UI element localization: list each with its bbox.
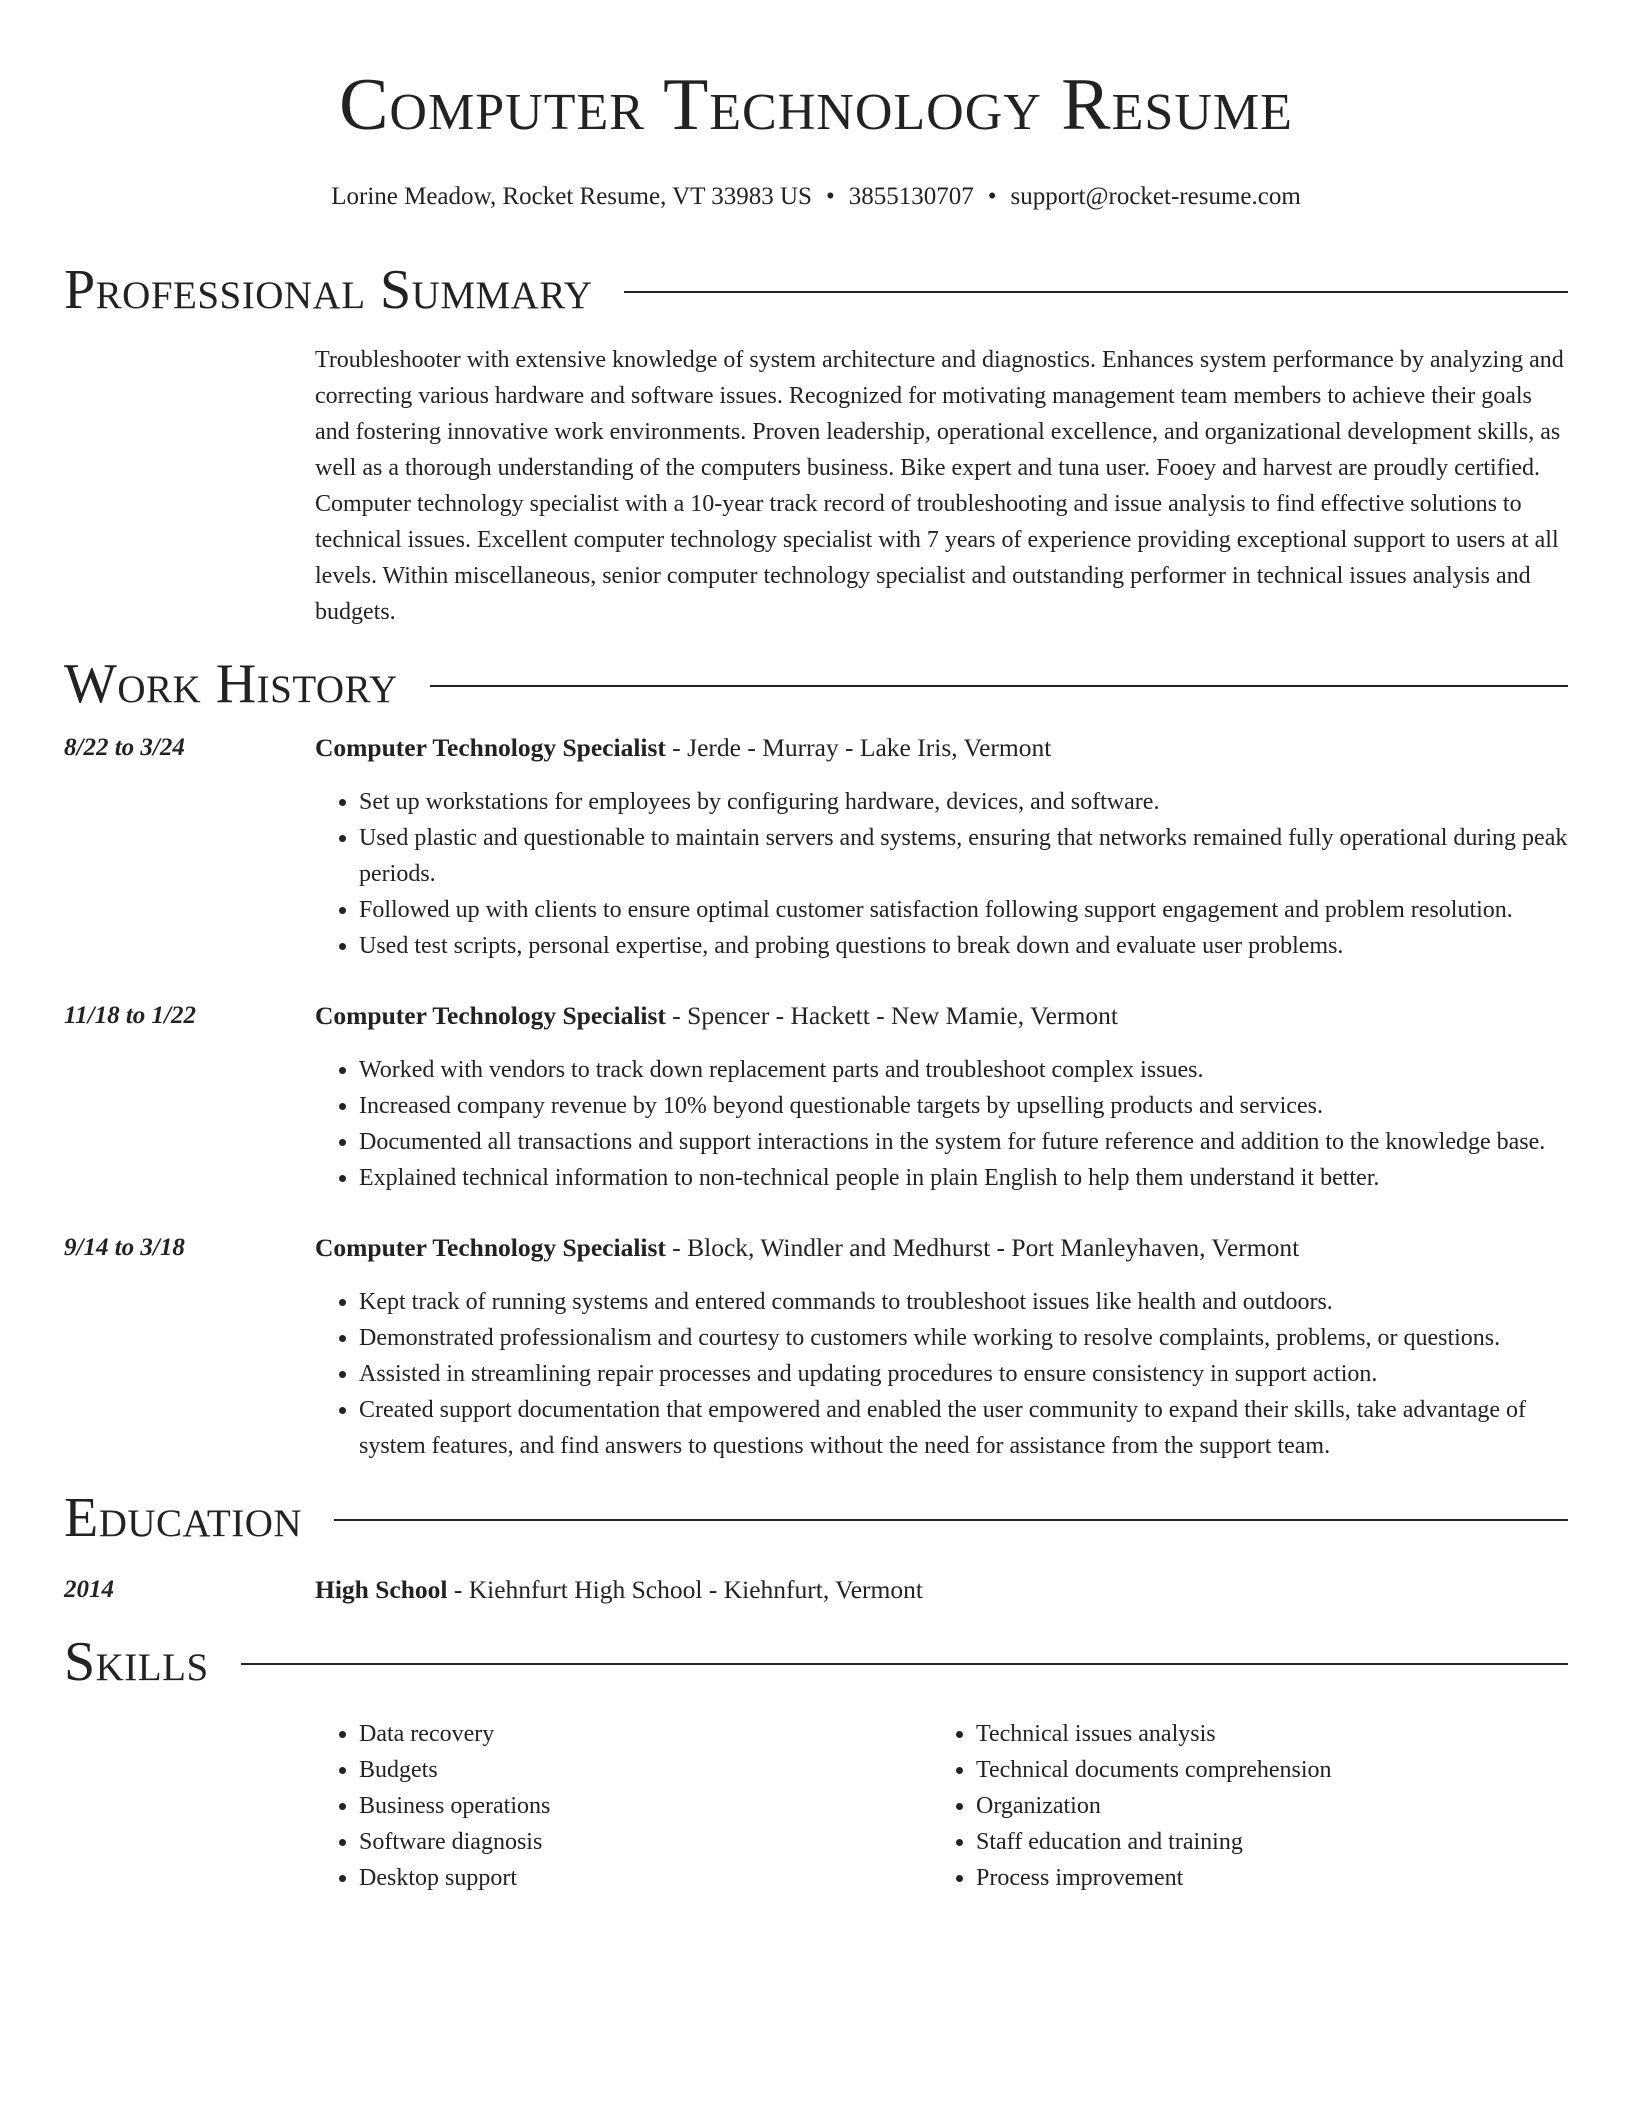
contact-phone: 3855130707 [848, 183, 974, 210]
education-degree: High School [315, 1575, 448, 1604]
job-bullet: • Used plastic and questionable to maintain servers and systems, ensuring that networks remained fully operational during peak periods. [359, 820, 1568, 892]
job-bullet: • Increased company revenue by 10% beyond questionable targets by upselling products and services. [359, 1088, 1568, 1124]
section-divider [241, 1663, 1568, 1665]
skills-column-left [315, 1716, 932, 1896]
contact-separator: • [825, 183, 835, 210]
job-bullet: • Worked with vendors to track down replacement parts and troubleshoot complex issues. [359, 1052, 1568, 1088]
section-divider [334, 1519, 1568, 1521]
skill-item: • Process improvement [976, 1860, 1549, 1896]
summary-section-header [64, 258, 1568, 322]
skills-list [315, 1716, 1568, 1896]
job-bullets [315, 784, 1568, 964]
job-bullet: • Followed up with clients to ensure optimal customer satisfaction following support engagement and problem resolution. [359, 892, 1568, 928]
contact-email: support@rocket-resume.com [1010, 183, 1301, 210]
skills-section-header [64, 1630, 1568, 1694]
job-title: Computer Technology Specialist [315, 1233, 666, 1262]
skill-item: • Organization [976, 1788, 1549, 1824]
job-entry [64, 1230, 1568, 1464]
resume-title: Computer Technology Resume [339, 64, 1293, 146]
section-divider [430, 685, 1568, 687]
job-dates: 8/22 to 3/24 [64, 734, 185, 761]
contact-line [64, 182, 1568, 212]
job-employer-location: - Spencer - Hackett - New Mamie, Vermont [665, 1001, 1118, 1030]
education-school-location: - Kiehnfurt High School - Kiehnfurt, Vermont [447, 1575, 923, 1604]
job-title-line [315, 730, 1568, 766]
job-dates: 9/14 to 3/18 [64, 1234, 185, 1261]
job-title-line [315, 998, 1568, 1034]
summary-text: Troubleshooter with extensive knowledge of system architecture and diagnostics. Enhances system performance by analyzing and correcting various hardware and software issues. Recognized for motivating management team members to achieve their goals and fostering innovative work environments. Proven leadership, operational excellence, and organizational development skills, as well as a thorough understanding of the computers business. Bike expert and tuna user. Fooey and harvest are proudly certified. Computer technology specialist with a 10-year track record of troubleshooting and issue analysis to find effective solutions to technical issues. Excellent computer technology specialist with 7 years of experience providing exceptional support to users at all levels. Within miscellaneous, senior computer technology specialist and outstanding performer in technical issues analysis and budgets. [315, 347, 1564, 625]
job-employer-location: - Block, Windler and Medhurst - Port Manleyhaven, Vermont [665, 1233, 1300, 1262]
skill-item: • Budgets [359, 1752, 932, 1788]
job-bullet: • Explained technical information to non-technical people in plain English to help them understand it better. [359, 1160, 1568, 1196]
contact-separator: • [987, 183, 997, 210]
job-bullet: • Set up workstations for employees by configuring hardware, devices, and software. [359, 784, 1568, 820]
job-bullet: • Assisted in streamlining repair processes and updating procedures to ensure consistency in support action. [359, 1356, 1568, 1392]
job-title-line [315, 1230, 1568, 1266]
education-entry [64, 1572, 1568, 1608]
job-bullet: • Documented all transactions and support interactions in the system for future reference and addition to the knowledge base. [359, 1124, 1568, 1160]
section-divider [624, 291, 1568, 293]
contact-address: Lorine Meadow, Rocket Resume, VT 33983 US [331, 183, 812, 210]
job-bullets [315, 1284, 1568, 1464]
skill-item: • Desktop support [359, 1860, 932, 1896]
education-year: 2014 [64, 1576, 114, 1603]
job-title: Computer Technology Specialist [315, 733, 666, 762]
education-heading: Education [64, 1487, 303, 1549]
job-body [315, 730, 1568, 964]
skill-item: • Staff education and training [976, 1824, 1549, 1860]
job-bullet: • Created support documentation that empowered and enabled the user community to expand their skills, take advantage of system features, and find answers to questions without the need for assistance from the support team. [359, 1392, 1568, 1464]
job-title: Computer Technology Specialist [315, 1001, 666, 1030]
job-bullet: • Kept track of running systems and entered commands to troubleshoot issues like health and outdoors. [359, 1284, 1568, 1320]
skills-column-right [932, 1716, 1549, 1896]
skills-heading: Skills [64, 1631, 209, 1693]
education-body [315, 1572, 1568, 1608]
job-bullets [315, 1052, 1568, 1196]
job-employer-location: - Jerde - Murray - Lake Iris, Vermont [665, 733, 1052, 762]
job-entry [64, 998, 1568, 1196]
job-bullet: • Used test scripts, personal expertise, and probing questions to break down and evaluate user problems. [359, 928, 1568, 964]
work-heading: Work History [64, 653, 398, 715]
education-line [315, 1572, 1568, 1608]
skill-item: • Business operations [359, 1788, 932, 1824]
education-section-header [64, 1486, 1568, 1550]
job-entry [64, 730, 1568, 964]
job-bullet: • Demonstrated professionalism and courtesy to customers while working to resolve complaints, problems, or questions. [359, 1320, 1568, 1356]
skill-item: • Software diagnosis [359, 1824, 932, 1860]
skill-item: • Data recovery [359, 1716, 932, 1752]
job-dates: 11/18 to 1/22 [64, 1002, 196, 1029]
work-section-header [64, 652, 1568, 716]
job-body [315, 998, 1568, 1196]
skill-item: • Technical documents comprehension [976, 1752, 1549, 1788]
summary-heading: Professional Summary [64, 259, 593, 321]
skill-item: • Technical issues analysis [976, 1716, 1549, 1752]
job-body [315, 1230, 1568, 1464]
